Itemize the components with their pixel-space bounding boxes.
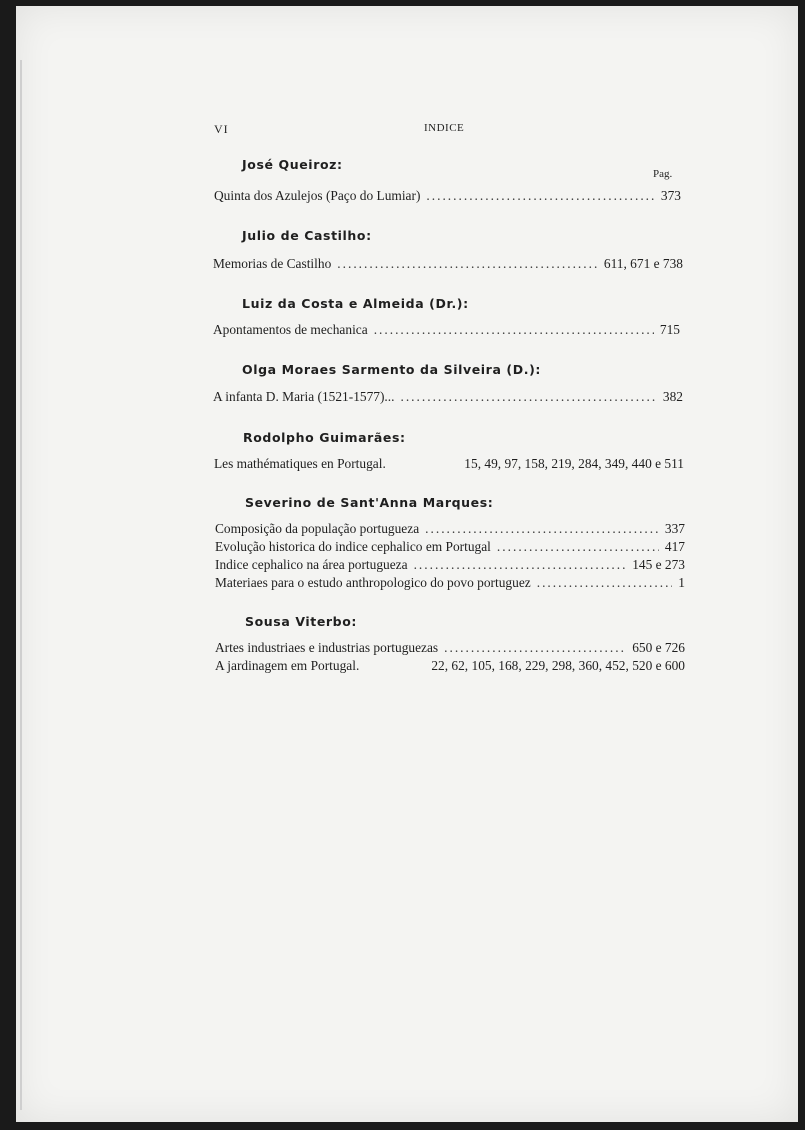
author-heading: Sousa Viterbo: (245, 614, 358, 629)
entry-pages: 337 (664, 521, 685, 536)
entry-title: Memorias de Castilho (213, 256, 332, 271)
entry-title: Materiaes para o estudo anthropologico do povo portuguez (215, 575, 531, 590)
entry-pages: 611, 671 e 738 (603, 256, 683, 271)
index-entry (215, 575, 685, 591)
entry-pages: 417 (664, 539, 685, 554)
running-title: INDICE (424, 122, 465, 134)
entry-pages: 650 e 726 (632, 640, 685, 655)
entry-pages: 1 (678, 575, 685, 590)
entry-title: A jardinagem em Portugal. (215, 658, 360, 673)
entry-pages: 715 (659, 322, 680, 337)
entry-pages: 373 (660, 188, 681, 203)
index-entry (215, 521, 685, 537)
index-entry (213, 322, 680, 338)
index-entry (215, 539, 685, 555)
author-heading: Severino de Sant'Anna Marques: (245, 495, 494, 510)
index-entry (213, 256, 683, 272)
page-folio: VI (214, 122, 229, 136)
leader-dots (425, 521, 659, 537)
author-heading: Olga Moraes Sarmento da Silveira (D.): (242, 362, 541, 377)
author-heading: José Queiroz: (242, 157, 343, 172)
entry-title: Apontamentos de mechanica (213, 322, 368, 337)
pag-label: Pag. (653, 168, 673, 180)
entry-pages: 15, 49, 97, 158, 219, 284, 349, 440 e 511 (464, 456, 684, 471)
leader-dots (537, 575, 673, 591)
leader-dots (426, 188, 655, 204)
entry-title: Les mathématiques en Portugal. (214, 456, 386, 471)
leader-dots (497, 539, 659, 555)
index-entry (214, 188, 681, 204)
index-entry (213, 389, 683, 405)
author-heading: Julio de Castilho: (242, 228, 372, 243)
leader-dots (374, 322, 654, 338)
entry-title: Evolução historica do indice cephalico em Portugal (215, 539, 491, 554)
index-entry (215, 640, 685, 656)
index-entry (214, 456, 684, 472)
leader-dots (337, 256, 598, 272)
leader-dots (444, 640, 626, 656)
index-entry (215, 557, 685, 573)
page-edge (20, 60, 22, 1110)
entry-title: Indice cephalico na área portugueza (215, 557, 408, 572)
author-heading: Luiz da Costa e Almeida (Dr.): (242, 296, 469, 311)
entry-title: A infanta D. Maria (1521-1577)... (213, 389, 395, 404)
author-heading: Rodolpho Guimarães: (243, 430, 406, 445)
index-entry (215, 658, 685, 674)
entry-title: Quinta dos Azulejos (Paço do Lumiar) (214, 188, 421, 203)
entry-pages: 382 (662, 389, 683, 404)
entry-title: Composição da população portugueza (215, 521, 420, 536)
entry-pages: 145 e 273 (632, 557, 685, 572)
entry-title: Artes industriaes e industrias portuguezas (215, 640, 439, 655)
entry-pages: 22, 62, 105, 168, 229, 298, 360, 452, 520 e 600 (431, 658, 685, 673)
leader-dots (400, 389, 656, 405)
leader-dots (414, 557, 627, 573)
